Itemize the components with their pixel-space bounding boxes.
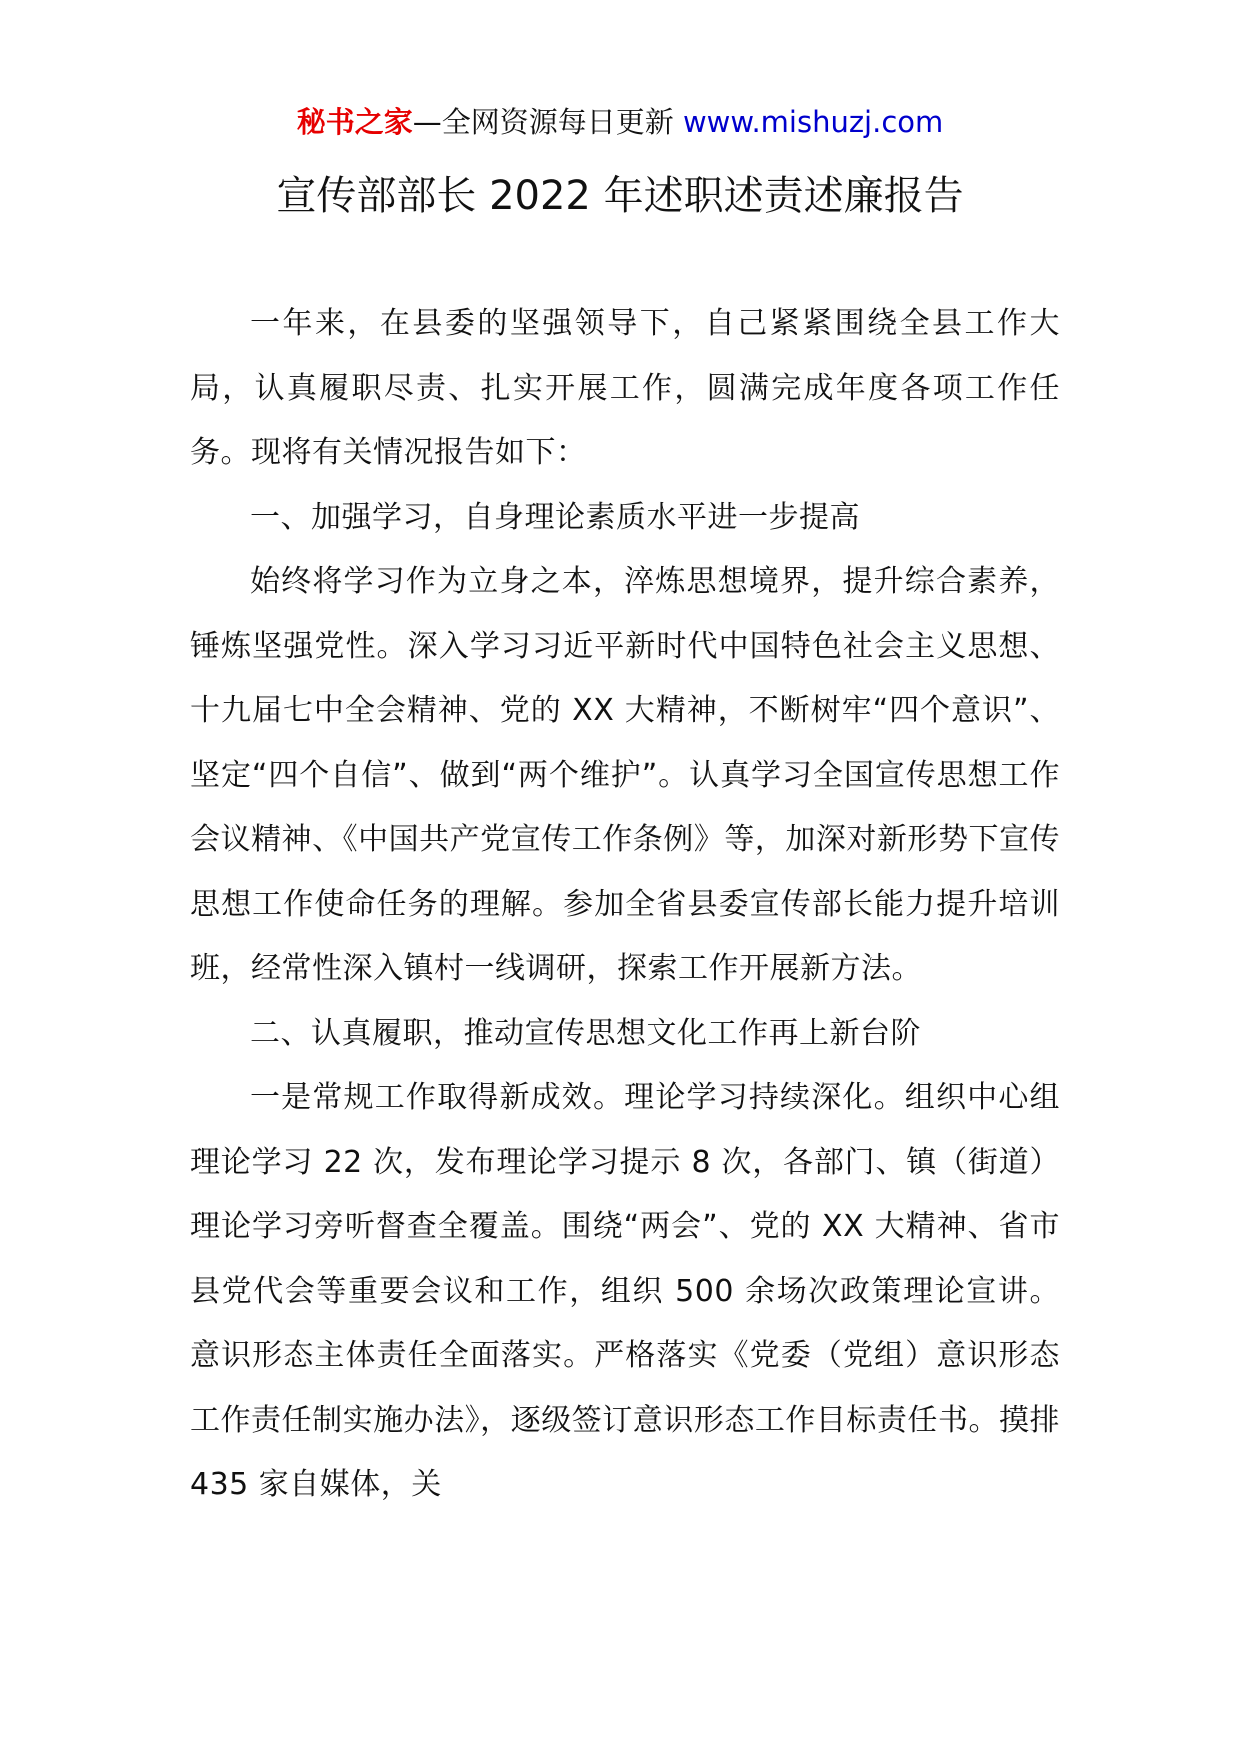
watermark-header xyxy=(0,102,1240,142)
paragraph-study: 始终将学习作为立身之本，淬炼思想境界，提升综合素养，锤炼坚强党性。深入学习习近平新时代中国特色社会主义思想、十九届七中全会精神、党的 XX 大精神，不断树牢“四个意识”、坚定“四个自信”、做到“两个维护”。认真学习全国宣传思想工作会议精神、《中国共产党宣传工作条例》等，加深对新形势下宣传思想工作使命任务的理解。参加全省县委宣传部长能力提升培训班，经常性深入镇村一线调研，探索工作开展新方法。 xyxy=(190,564,1060,986)
section-heading-2: 二、认真履职，推动宣传思想文化工作再上新台阶 xyxy=(250,1015,921,1051)
section-heading-1: 一、加强学习，自身理论素质水平进一步提高 xyxy=(250,499,860,535)
site-url[interactable]: www.mishuzj.com xyxy=(682,105,944,139)
paragraph-duties: 一是常规工作取得新成效。理论学习持续深化。组织中心组理论学习 22 次，发布理论学习提示 8 次，各部门、镇（街道）理论学习旁听督查全覆盖。围绕“两会”、党的 XX 大精神、省市县党代会等重要会议和工作，组织 500 余场次政策理论宣讲。意识形态主体责任全面落实。严格落实《党委（党组）意识形态工作责任制实施办法》，逐级签订意识形态工作目标责任书。摸排 435 家自媒体，关 xyxy=(190,1080,1060,1502)
site-tagline: —全网资源每日更新 xyxy=(412,105,683,139)
document-title: 宣传部部长 2022 年述职述责述廉报告 xyxy=(276,173,964,219)
site-brand: 秘书之家 xyxy=(296,105,413,139)
document-body xyxy=(190,292,1060,1518)
paragraph-intro: 一年来，在县委的坚强领导下，自己紧紧围绕全县工作大局，认真履职尽责、扎实开展工作，圆满完成年度各项工作任务。现将有关情况报告如下： xyxy=(190,306,1060,470)
